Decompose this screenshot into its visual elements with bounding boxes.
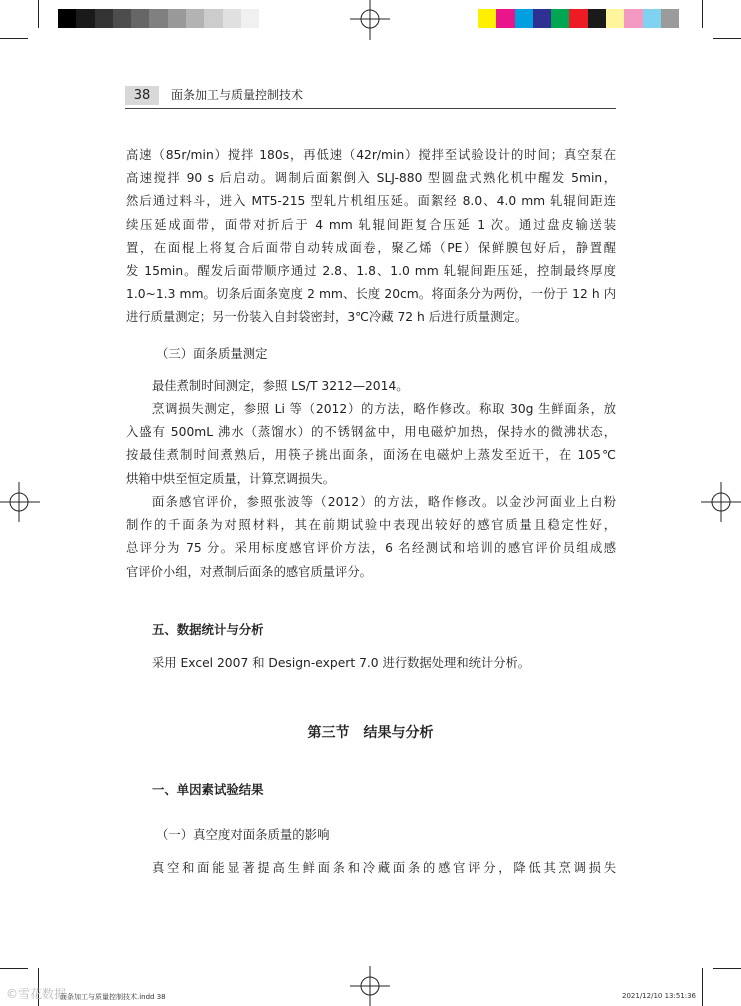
text-line: 按最佳煮制时间煮熟后，用筷子挑出面条，面汤在电磁炉上蒸发至近干，在 105℃ xyxy=(126,448,616,463)
color-swatch xyxy=(95,9,113,28)
subheading-vacuum-effect: （一）真空度对面条质量的影响 xyxy=(156,827,330,842)
text-line: 总评分为 75 分。采用标度感官评价方法，6 名经测试和培训的感官评价员组成感 xyxy=(126,541,616,556)
color-swatch xyxy=(569,9,587,28)
color-swatch xyxy=(223,9,241,28)
color-swatch xyxy=(113,9,131,28)
color-swatch xyxy=(478,9,496,28)
paragraph-3 xyxy=(126,398,616,491)
text-line: 发 15min。醒发后面带顺序通过 2.8、1.8、1.0 mm 轧辊间距压延，控制最终厚度 xyxy=(126,263,616,278)
text-line: 采用 Excel 2007 和 Design-expert 7.0 进行数据处理和统计分析。 xyxy=(152,656,531,670)
color-swatch xyxy=(168,9,186,28)
text-line: 烹调损失测定，参照 Li 等（2012）的方法，略作修改。称取 30g 生鲜面条，放 xyxy=(152,402,616,416)
heading-single-factor: 一、单因素试验结果 xyxy=(152,782,264,797)
text-line: 然后通过料斗，进入 MT5-215 型轧片机组压延。面絮经 8.0、4.0 mm 轧辊间距连 xyxy=(126,194,616,209)
color-swatch xyxy=(259,9,277,28)
color-swatch xyxy=(76,9,94,28)
paragraph-4 xyxy=(126,491,616,584)
color-swatch xyxy=(58,9,76,28)
registration-mark-top xyxy=(350,0,390,40)
paragraph-1 xyxy=(126,144,616,330)
color-swatch xyxy=(643,9,661,28)
text-line: 置，在面棍上将复合后面带自动转成面卷，聚乙烯（PE）保鲜膜包好后，静置醒 xyxy=(126,240,616,255)
text-line: 高速（85r/min）搅拌 180s，再低速（42r/min）搅拌至试验设计的时间；真空泵在 xyxy=(126,148,616,162)
color-swatch xyxy=(588,9,606,28)
color-swatch xyxy=(496,9,514,28)
color-swatch xyxy=(606,9,624,28)
print-timestamp: 2021/12/10 13:51:36 xyxy=(622,992,697,1000)
color-swatch xyxy=(661,9,679,28)
color-swatch xyxy=(533,9,551,28)
color-swatch xyxy=(149,9,167,28)
text-line: 制作的千面条为对照材料，其在前期试验中表现出较好的感官质量且稳定性好， xyxy=(126,518,616,533)
paragraph-5 xyxy=(152,652,616,675)
color-swatch xyxy=(624,9,642,28)
registration-mark-left xyxy=(0,482,40,522)
text-line: 面条感官评价，参照张波等（2012）的方法，略作修改。以金沙河面业上白粉 xyxy=(152,495,616,509)
text-line: 入盛有 500mL 沸水（蒸馏水）的不锈钢盆中，用电磁炉加热，保持水的微沸状态， xyxy=(126,425,616,440)
color-swatch xyxy=(204,9,222,28)
color-swatch xyxy=(241,9,259,28)
running-title: 面条加工与质量控制技术 xyxy=(171,88,304,102)
file-info: 面条加工与质量控制技术.indd 38 xyxy=(60,993,166,1001)
text-line: 高速搅拌 90 s 后启动。调制后面絮倒入 SLJ-880 型圆盘式熟化机中醒发 5min， xyxy=(126,171,616,186)
header-rule xyxy=(125,108,616,109)
text-line: 最佳煮制时间测定，参照 LS/T 3212—2014。 xyxy=(152,379,409,393)
text-line: 真空和面能显著提高生鲜面条和冷藏面条的感官评分，降低其烹调损失 xyxy=(152,861,616,875)
heading-statistics: 五、数据统计与分析 xyxy=(152,622,264,637)
color-swatch xyxy=(186,9,204,28)
color-swatch xyxy=(131,9,149,28)
watermark: ©雪花数据 xyxy=(6,987,67,1001)
text-line: 官评价小组，对煮制后面条的感官质量评分。 xyxy=(126,564,372,579)
subheading-quality-measurement: （三）面条质量测定 xyxy=(156,346,268,361)
text-line: 1.0~1.3 mm。切条后面条宽度 2 mm、长度 20cm。将面条分为两份，一份于 12 h 内 xyxy=(126,287,616,302)
process-color-bar xyxy=(478,9,679,28)
section-title: 第三节 结果与分析 xyxy=(307,725,434,741)
paragraph-2 xyxy=(152,375,616,398)
registration-mark-right xyxy=(701,482,741,522)
color-swatch xyxy=(515,9,533,28)
color-swatch xyxy=(551,9,569,28)
paragraph-6 xyxy=(152,857,616,880)
registration-mark-bottom xyxy=(350,966,390,1006)
text-line: 烘箱中烘至恒定质量，计算烹调损失。 xyxy=(126,471,336,486)
grayscale-color-bar xyxy=(58,9,278,28)
page-number: 38 xyxy=(125,86,159,105)
text-line: 续压延成面带，面带对折后于 4 mm 轧辊间距复合压延 1 次。通过盘皮输送装 xyxy=(126,217,616,232)
text-line: 进行质量测定；另一份装入自封袋密封，3℃冷藏 72 h 后进行质量测定。 xyxy=(126,310,528,325)
